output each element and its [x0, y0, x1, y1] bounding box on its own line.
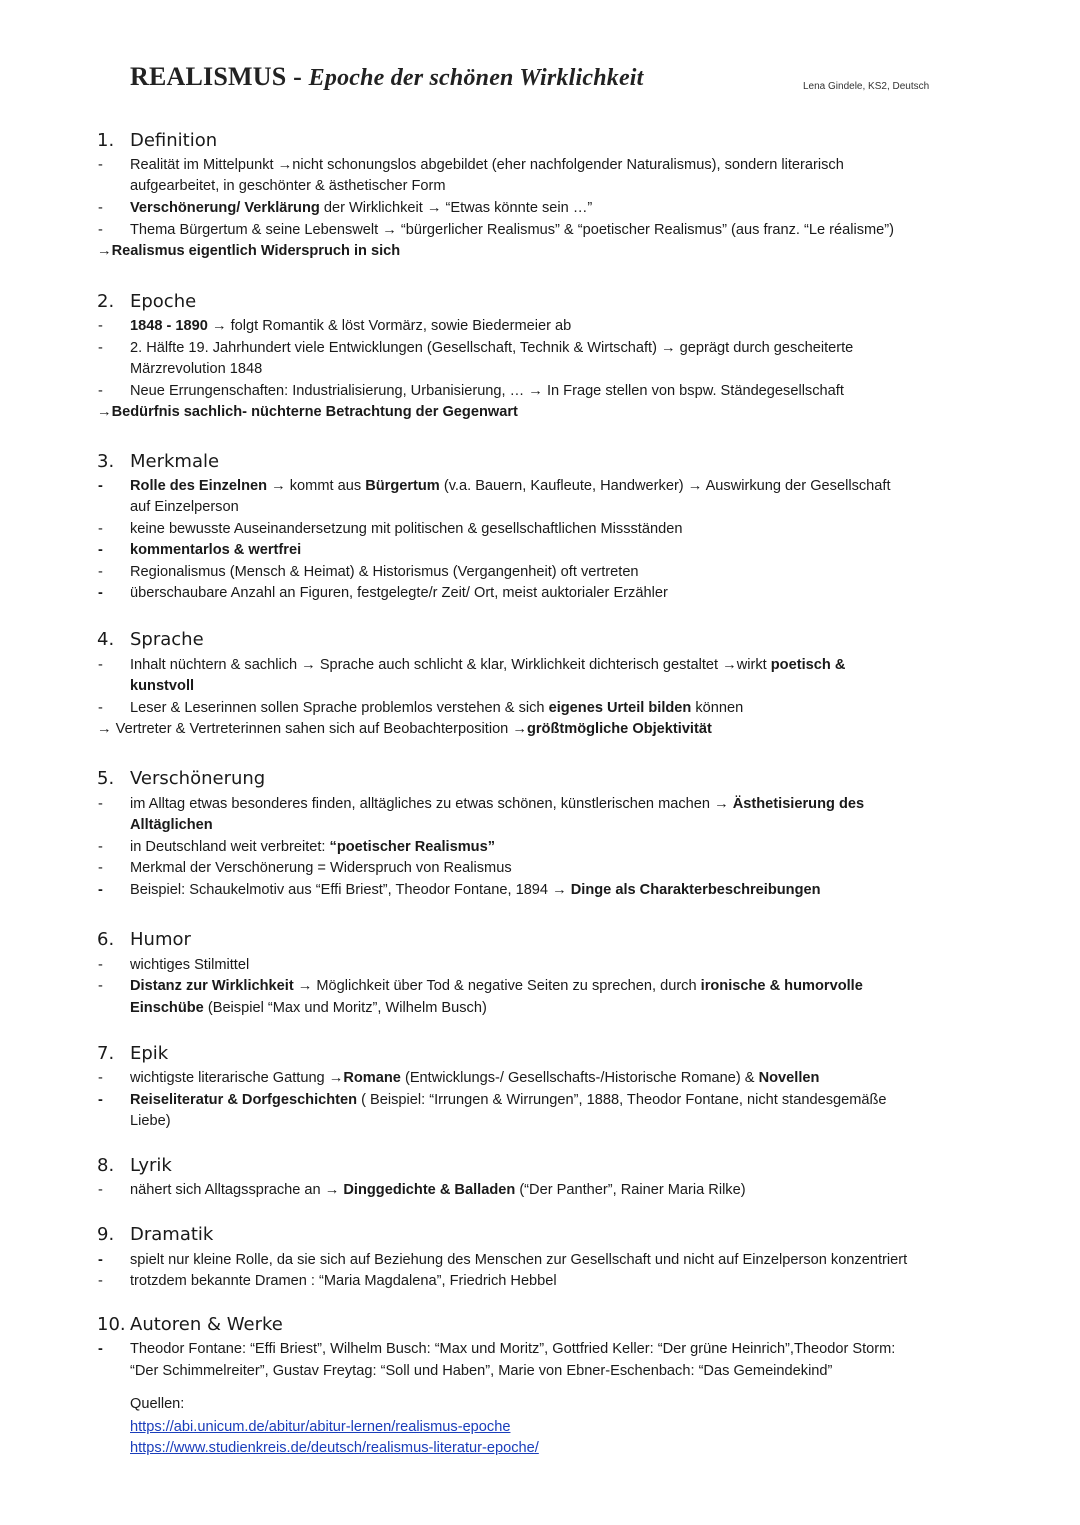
section-title: Lyrik	[130, 1155, 172, 1176]
line-text: “Der Schimmelreiter”, Gustav Freytag: “Soll und Haben”, Marie von Ebner-Eschenbach: “Das Gemeindekind”	[130, 1363, 833, 1379]
section-heading-3	[97, 451, 219, 472]
section-6-line	[130, 976, 863, 998]
section-2-line	[130, 381, 844, 403]
bullet-marker: -	[98, 839, 103, 855]
line-text: in Deutschland weit verbreitet:	[130, 839, 330, 855]
line-text: (“Der Panther”, Rainer Maria Rilke)	[515, 1182, 746, 1198]
bullet-marker: -	[98, 860, 103, 876]
line-text: → folgt Romantik & löst Vormärz, sowie Biedermeier ab	[207, 318, 572, 334]
section-title: Merkmale	[130, 451, 220, 472]
line-text: Regionalismus (Mensch & Heimat) & Historismus (Vergangenheit) oft vertreten	[130, 564, 639, 580]
bullet-marker: -	[98, 478, 103, 494]
line-text: Merkmal der Verschönerung = Widerspruch von Realismus	[130, 860, 512, 876]
bullet-marker: -	[98, 1273, 103, 1289]
line-text: Thema Bürgertum & seine Lebenswelt → “bürgerlicher Realismus” & “poetischer Realismus” (aus franz. “Le réalisme”)	[130, 222, 895, 238]
section-3-line	[130, 583, 668, 605]
section-number: 8.	[97, 1155, 115, 1176]
emphasis-text: Novellen	[758, 1070, 820, 1086]
emphasis-text: →Realismus eigentlich Widerspruch in sich	[97, 243, 401, 259]
bullet-marker: -	[98, 200, 103, 216]
line-text: Neue Errungenschaften: Industrialisierung, Urbanisierung, … → In Frage stellen von bspw. Ständegesellschaft	[130, 383, 844, 399]
section-title: Dramatik	[130, 1224, 214, 1245]
section-3-line	[130, 497, 239, 519]
section-2-line	[130, 338, 853, 360]
section-heading-1	[97, 130, 217, 151]
line-text: → Vertreter & Vertreterinnen sahen sich auf Beobachterposition →	[97, 721, 527, 737]
document-header	[130, 62, 960, 102]
bullet-marker: -	[98, 700, 103, 716]
section-6-line	[130, 955, 249, 977]
source-link-1[interactable]: https://abi.unicum.de/abitur/abitur-lernen/realismus-epoche	[130, 1419, 511, 1435]
emphasis-text: Einschübe	[130, 1000, 204, 1016]
bullet-marker: -	[98, 1252, 103, 1268]
section-4-line	[130, 698, 743, 720]
section-1-line	[130, 220, 894, 242]
section-title: Epik	[130, 1043, 169, 1064]
emphasis-text: Verschönerung/ Verklärung	[130, 200, 320, 216]
bullet-marker: -	[98, 340, 103, 356]
bullet-marker: -	[98, 1182, 103, 1198]
section-heading-7	[97, 1043, 168, 1064]
section-2-line	[97, 402, 518, 424]
section-7-line	[130, 1090, 887, 1112]
line-text: Beispiel: Schaukelmotiv aus “Effi Briest”, Theodor Fontane, 1894 →	[130, 882, 571, 898]
section-1-line	[130, 176, 446, 198]
section-title: Epoche	[130, 291, 197, 312]
section-1-line	[97, 241, 400, 263]
section-2-line	[130, 316, 571, 338]
emphasis-text: Dinggedichte & Balladen	[343, 1182, 516, 1198]
section-4-line	[97, 719, 712, 741]
line-text: aufgearbeitet, in geschönter & ästhetischer Form	[130, 178, 446, 194]
emphasis-text: Alltäglichen	[130, 817, 213, 833]
line-text: wichtiges Stilmittel	[130, 957, 250, 973]
bullet-marker: -	[98, 1341, 103, 1357]
section-1-line	[130, 155, 844, 177]
section-heading-5	[97, 768, 265, 789]
line-text: (Entwicklungs-/ Gesellschafts-/Historische Romane) &	[400, 1070, 759, 1086]
line-text: ( Beispiel: “Irrungen & Wirrungen”, 1888, Theodor Fontane, nicht standesgemäße	[357, 1092, 887, 1108]
bullet-marker: -	[98, 542, 103, 558]
section-title: Sprache	[130, 629, 204, 650]
emphasis-text: Bürgertum	[365, 478, 440, 494]
section-heading-4	[97, 629, 204, 650]
section-title: Humor	[130, 929, 191, 950]
section-number: 7.	[97, 1043, 115, 1064]
section-heading-2	[97, 291, 196, 312]
line-text: der Wirklichkeit → “Etwas könnte sein …”	[319, 200, 593, 216]
section-3-line	[130, 476, 891, 498]
section-9-line	[130, 1250, 907, 1272]
emphasis-text: “poetischer Realismus”	[329, 839, 496, 855]
emphasis-text: kommentarlos & wertfrei	[130, 542, 302, 558]
section-title: Verschönerung	[130, 768, 266, 789]
line-text: (v.a. Bauern, Kaufleute, Handwerker) → Auswirkung der Gesellschaft	[439, 478, 891, 494]
section-3-line	[130, 519, 682, 541]
section-5-line	[130, 837, 495, 859]
section-number: 9.	[97, 1224, 115, 1245]
emphasis-text: Ästhetisierung des	[732, 796, 865, 812]
section-9-line	[130, 1271, 557, 1293]
emphasis-text: kunstvoll	[130, 678, 195, 694]
line-text: auf Einzelperson	[130, 499, 239, 515]
section-title: Autoren & Werke	[130, 1314, 283, 1335]
line-text: überschaubare Anzahl an Figuren, festgelegte/r Zeit/ Ort, meist auktorialer Erzähler	[130, 585, 668, 601]
section-heading-10	[97, 1314, 283, 1335]
section-7-line	[130, 1111, 171, 1133]
emphasis-text: eigenes Urteil bilden	[548, 700, 692, 716]
section-number: 4.	[97, 629, 115, 650]
section-4-line	[130, 655, 845, 677]
section-7-line	[130, 1068, 819, 1090]
line-text: Leser & Leserinnen sollen Sprache problemlos verstehen & sich	[130, 700, 549, 716]
line-text: Theodor Fontane: “Effi Briest”, Wilhelm Busch: “Max und Moritz”, Gottfried Keller: “Der grüne Heinrich”,Theodor Storm:	[130, 1341, 896, 1357]
bullet-marker: -	[98, 157, 103, 173]
bullet-marker: -	[98, 1070, 103, 1086]
section-10-line	[130, 1339, 895, 1361]
section-heading-6	[97, 929, 191, 950]
section-2-line	[130, 359, 262, 381]
emphasis-text: ironische & humorvolle	[700, 978, 863, 994]
bullet-marker: -	[98, 222, 103, 238]
emphasis-text: Rolle des Einzelnen	[130, 478, 268, 494]
section-number: 5.	[97, 768, 115, 789]
section-6-line	[130, 998, 487, 1020]
bullet-marker: -	[98, 1092, 103, 1108]
line-text: Inhalt nüchtern & sachlich → Sprache auch schlicht & klar, Wirklichkeit dichterisch gestaltet →wirkt	[130, 657, 771, 673]
emphasis-text: größtmögliche Objektivität	[526, 721, 712, 737]
line-text: → Möglichkeit über Tod & negative Seiten zu sprechen, durch	[293, 978, 701, 994]
bullet-marker: -	[98, 521, 103, 537]
author-info: Lena Gindele, KS2, Deutsch	[803, 81, 930, 92]
bullet-marker: -	[98, 657, 103, 673]
section-8-line	[130, 1180, 746, 1202]
section-number: 2.	[97, 291, 115, 312]
line-text: → kommt aus	[267, 478, 366, 494]
bullet-marker: -	[98, 978, 103, 994]
section-heading-9	[97, 1224, 213, 1245]
line-text: Liebe)	[130, 1113, 171, 1129]
line-text: spielt nur kleine Rolle, da sie sich auf Beziehung des Menschen zur Gesellschaft und nicht auf Einzelperson konzentriert	[130, 1252, 908, 1268]
sources-label: Quellen:	[130, 1396, 185, 1412]
section-5-line	[130, 858, 512, 880]
bullet-marker: -	[98, 585, 103, 601]
emphasis-text: Distanz zur Wirklichkeit	[130, 978, 294, 994]
emphasis-text: →Bedürfnis sachlich- nüchterne Betrachtung der Gegenwart	[97, 404, 518, 420]
section-3-line	[130, 562, 639, 584]
section-5-line	[130, 815, 213, 837]
section-5-line	[130, 880, 821, 902]
bullet-marker: -	[98, 318, 103, 334]
section-4-line	[130, 676, 194, 698]
section-5-line	[130, 794, 864, 816]
line-text: (Beispiel “Max und Moritz”, Wilhelm Busch)	[203, 1000, 487, 1016]
section-title: Definition	[130, 130, 218, 151]
document-subtitle: Epoche der schönen Wirklichkeit	[308, 65, 644, 91]
line-text: im Alltag etwas besonderes finden, alltägliches zu etwas schönen, künstlerischen machen →	[130, 796, 733, 812]
line-text: trotzdem bekannte Dramen : “Maria Magdalena”, Friedrich Hebbel	[130, 1273, 557, 1289]
bullet-marker: -	[98, 796, 103, 812]
section-number: 3.	[97, 451, 115, 472]
line-text: nähert sich Alltagssprache an →	[130, 1182, 344, 1198]
bullet-marker: -	[98, 564, 103, 580]
line-text: können	[691, 700, 744, 716]
line-text: Realität im Mittelpunkt →nicht schonungslos abgebildet (eher nachfolgender Naturalismus), sondern literarisch	[130, 157, 844, 173]
source-link-2[interactable]: https://www.studienkreis.de/deutsch/realismus-literatur-epoche/	[130, 1440, 539, 1456]
document-title: REALISMUS - Epoche der schönen Wirklichkeit	[130, 62, 644, 91]
bullet-marker: -	[98, 957, 103, 973]
line-text: keine bewusste Auseinandersetzung mit politischen & gesellschaftlichen Missständen	[130, 521, 683, 537]
section-number: 6.	[97, 929, 115, 950]
emphasis-text: Reiseliteratur & Dorfgeschichten	[130, 1092, 358, 1108]
line-text: Märzrevolution 1848	[130, 361, 263, 377]
section-number: 1.	[97, 130, 115, 151]
bullet-marker: -	[98, 383, 103, 399]
section-number: 10.	[97, 1314, 126, 1335]
section-1-line	[130, 198, 592, 220]
emphasis-text: poetisch &	[770, 657, 846, 673]
section-3-line	[130, 540, 301, 562]
emphasis-text: 1848 - 1890	[130, 318, 208, 334]
line-text: wichtigste literarische Gattung →	[130, 1070, 344, 1086]
section-10-line	[130, 1361, 832, 1383]
section-heading-8	[97, 1155, 172, 1176]
emphasis-text: Dinge als Charakterbeschreibungen	[570, 882, 821, 898]
line-text: 2. Hälfte 19. Jahrhundert viele Entwicklungen (Gesellschaft, Technik & Wirtschaft) → geprägt durch gescheiterte	[130, 340, 854, 356]
bullet-marker: -	[98, 882, 103, 898]
emphasis-text: Romane	[343, 1070, 401, 1086]
